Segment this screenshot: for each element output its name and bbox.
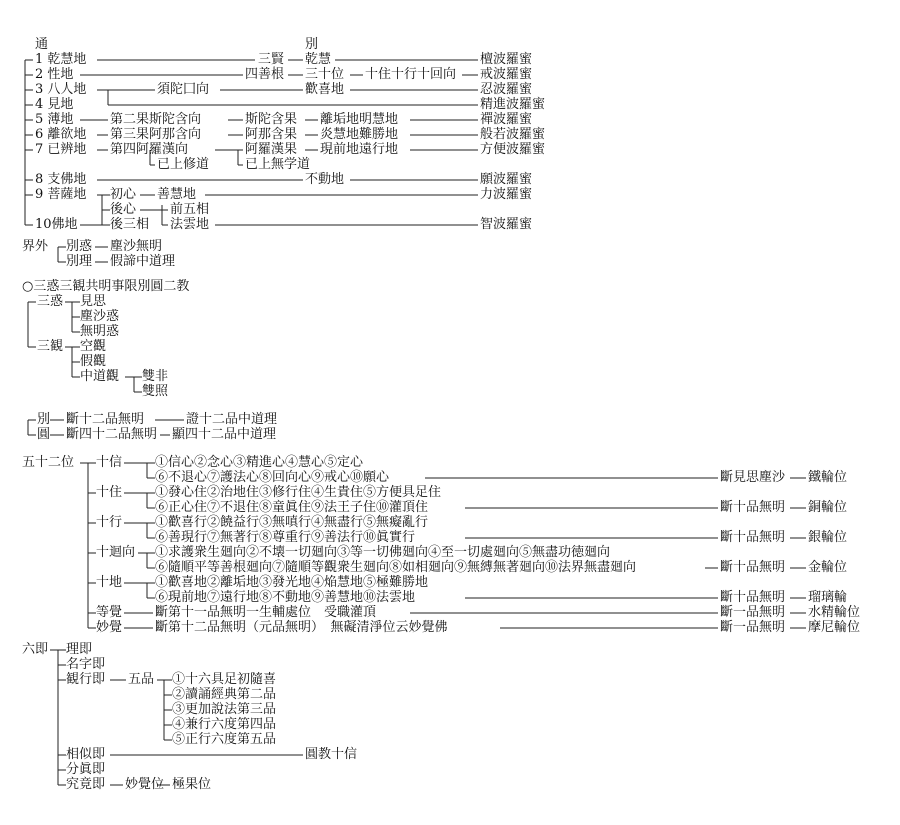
ten-grounds-chart-label: 初心 (110, 187, 137, 202)
fifty-two-stages-chart-label: ⑥不退心⑦護法心⑧回向心⑨戒心⑩願心 (155, 470, 390, 485)
six-identities-chart-label: 相似即 (66, 747, 106, 762)
three-delusions-chart-label: 中道觀 (80, 369, 120, 384)
ten-grounds-chart-label: 智波羅蜜 (480, 217, 533, 232)
outer-realm-chart-label: 別惑 (66, 239, 93, 254)
six-identities-chart-label: ④兼行六度第四品 (172, 717, 277, 732)
fifty-two-stages-chart-label: 銀輪位 (808, 530, 848, 545)
three-delusions-chart-label: 三惑 (37, 294, 64, 309)
fifty-two-stages-chart-label: ⑥正心住⑦不退住⑧童眞住⑨法王子住⑩灌頂住 (155, 500, 429, 515)
six-identities-chart-label: 名字即 (66, 657, 106, 672)
distinct-perfect-chart-label: 顯四十二品中道理 (172, 427, 277, 442)
fifty-two-stages-chart-label: 斷第十一品無明一生輔處位 受職灌頂 (155, 605, 377, 620)
ten-grounds-chart-label: 炎慧地難勝地 (320, 127, 399, 142)
fifty-two-stages-chart-label: 斷一品無明 (720, 620, 786, 635)
outer-realm-chart-label: 別理 (66, 254, 93, 269)
ten-grounds-chart-label: 8 支佛地 (35, 172, 87, 187)
six-identities-chart-label: ②讀誦經典第二品 (172, 687, 277, 702)
six-identities-chart-label: 分眞即 (66, 762, 106, 777)
fifty-two-stages-chart-label: 十地 (96, 575, 123, 590)
ten-grounds-chart-label: 9 菩薩地 (35, 187, 87, 202)
six-identities-chart-label: 六即 (22, 642, 49, 657)
fifty-two-stages-chart-label: 斷見思塵沙 (720, 470, 786, 485)
ten-grounds-chart-label: 方便波羅蜜 (480, 142, 546, 157)
six-identities-chart-label: 観行即 (66, 672, 106, 687)
fifty-two-stages-chart-label: 斷第十二品無明（元品無明） 無礙清淨位云妙覺佛 (155, 620, 448, 635)
fifty-two-stages-chart-label: ①歡喜行②饒益行③無嗔行④無盡行⑤無癡亂行 (155, 515, 429, 530)
fifty-two-stages-chart-label: 十住 (96, 485, 123, 500)
three-delusions-chart-label: 三観 (37, 339, 64, 354)
three-delusions-chart-label: 無明惑 (80, 324, 120, 339)
three-delusions-chart-label: 雙非 (142, 369, 169, 384)
ten-grounds-chart-label: 法雲地 (170, 217, 210, 232)
fifty-two-stages-chart-label: 斷十品無明 (720, 500, 786, 515)
ten-grounds-chart-label: 力波羅蜜 (480, 187, 533, 202)
ten-grounds-chart-label: 3 八人地 (35, 82, 87, 97)
ten-grounds-chart-label: 5 薄地 (35, 112, 74, 127)
fifty-two-stages-chart-label: 瑠璃輪 (808, 590, 848, 605)
ten-grounds-chart-label: 三賢 (258, 52, 285, 67)
ten-grounds-chart-label: 檀波羅蜜 (480, 52, 533, 67)
fifty-two-stages-chart-label: 斷十品無明 (720, 560, 786, 575)
ten-grounds-chart-label: 不動地 (305, 172, 345, 187)
three-delusions-chart-label: 假觀 (80, 354, 107, 369)
ten-grounds-chart-label: 6 離欲地 (35, 127, 87, 142)
ten-grounds-chart-label: 須陀囗向 (157, 82, 210, 97)
ten-grounds-chart-label: 四善根 (245, 67, 285, 82)
three-delusions-chart-label: 雙照 (142, 384, 169, 399)
six-identities-chart-label: 五品 (128, 672, 155, 687)
fifty-two-stages-chart-label: 摩尼輪位 (808, 620, 861, 635)
ten-grounds-chart-label: 阿羅漢果 (245, 142, 298, 157)
ten-grounds-chart-label: 戒波羅蜜 (480, 67, 533, 82)
three-delusions-chart-label: 塵沙惑 (80, 309, 120, 324)
outer-realm-chart-label: 界外 (22, 239, 49, 254)
ten-grounds-chart-label: 禪波羅蜜 (480, 112, 533, 127)
fifty-two-stages-chart-label: 鐵輪位 (808, 470, 848, 485)
ten-grounds-chart-label: 歡喜地 (305, 82, 345, 97)
ten-grounds-chart-label: 4 見地 (35, 97, 74, 112)
ten-grounds-chart-label: 十住十行十回向 (365, 67, 457, 82)
ten-grounds-chart-label: 10佛地 (35, 217, 78, 232)
three-delusions-chart-label: 見思 (80, 294, 107, 309)
six-identities-chart-label: ①十六具足初隨喜 (172, 672, 277, 687)
fifty-two-stages-chart-label: 十信 (96, 455, 123, 470)
ten-grounds-chart-label: 阿那含果 (245, 127, 298, 142)
distinct-perfect-chart-label: 斷十二品無明 (66, 412, 145, 427)
distinct-perfect-chart-label: 證十二品中道理 (186, 412, 278, 427)
ten-grounds-chart-label: 後心 (110, 202, 137, 217)
ten-grounds-chart-label: 忍波羅蜜 (480, 82, 533, 97)
ten-grounds-chart-label: 已上修道 (157, 157, 210, 172)
fifty-two-stages-chart-label: 金輪位 (808, 560, 848, 575)
distinct-perfect-chart-label: 別 (37, 412, 51, 427)
six-identities-chart-label: 究竟即 (66, 777, 106, 792)
ten-grounds-chart-label: 後三相 (110, 217, 150, 232)
ten-grounds-chart-label: 三十位 (305, 67, 345, 82)
ten-grounds-chart-label: 乾慧 (305, 52, 332, 67)
distinct-perfect-chart-label: 圓 (37, 427, 51, 442)
ten-grounds-chart-label: 2 性地 (35, 67, 74, 82)
ten-grounds-chart-label: 1 乾慧地 (35, 52, 87, 67)
fifty-two-stages-chart-label: ①信心②念心③精進心④慧心⑤定心 (155, 455, 364, 470)
three-delusions-chart-label: 空觀 (80, 339, 107, 354)
distinct-perfect-chart-label: 斷四十二品無明 (66, 427, 158, 442)
three-delusions-chart-label: ○三惑三観共明事限別圓二教 (22, 279, 190, 294)
ten-grounds-chart-label: 別 (305, 37, 319, 52)
six-identities-chart-label: 極果位 (172, 777, 212, 792)
ten-grounds-chart-label: 第二果斯陀含向 (110, 112, 202, 127)
fifty-two-stages-chart-label: 斷一品無明 (720, 605, 786, 620)
fifty-two-stages-chart-label: 斷十品無明 (720, 590, 786, 605)
outer-realm-chart-label: 塵沙無明 (110, 239, 163, 254)
fifty-two-stages-chart-label: 等覺 (96, 605, 123, 620)
fifty-two-stages-chart-label: 五十二位 (22, 455, 75, 470)
fifty-two-stages-chart-label: 銅輪位 (808, 500, 848, 515)
six-identities-chart-label: 圓教十信 (305, 747, 358, 762)
ten-grounds-chart-label: 通 (35, 37, 49, 52)
ten-grounds-chart-label: 斯陀含果 (245, 112, 298, 127)
ten-grounds-chart-label: 現前地遠行地 (320, 142, 399, 157)
fifty-two-stages-chart-label: ①歡喜地②離垢地③發光地④焔慧地⑤極難勝地 (155, 575, 429, 590)
six-identities-chart-label: ③更加說法第三品 (172, 702, 277, 717)
fifty-two-stages-chart-label: ⑥隨順平等善根廻向⑦隨順等觀衆生廻向⑧如相廻向⑨無縛無著廻向⑩法界無盡廻向 (155, 560, 637, 575)
six-identities-chart-label: 妙覺位 (125, 777, 165, 792)
ten-grounds-chart-label: 前五相 (170, 202, 210, 217)
ten-grounds-chart-label: 第三果阿那含向 (110, 127, 202, 142)
outer-realm-chart-label: 假諦中道理 (110, 254, 176, 269)
fifty-two-stages-chart-label: ①發心住②治地住③修行住④生貴住⑤方便具足住 (155, 485, 442, 500)
ten-grounds-chart-label: 離垢地明慧地 (320, 112, 399, 127)
fifty-two-stages-chart-label: ⑥現前地⑦遠行地⑧不動地⑨善慧地⑩法雲地 (155, 590, 416, 605)
six-identities-chart-label: ⑤正行六度第五品 (172, 732, 277, 747)
fifty-two-stages-chart-label: ①求護衆生廻向②不壊一切廻向③等一切佛廻向④至一切處廻向⑤無盡功徳廻向 (155, 545, 611, 560)
fifty-two-stages-chart-label: 斷十品無明 (720, 530, 786, 545)
fifty-two-stages-chart-label: 妙覺 (96, 620, 123, 635)
ten-grounds-chart-label: 善慧地 (157, 187, 197, 202)
fifty-two-stages-chart-label: 十迴向 (96, 545, 136, 560)
ten-grounds-chart-label: 7 已辨地 (35, 142, 87, 157)
ten-grounds-chart-label: 已上無学道 (245, 157, 311, 172)
six-identities-chart-label: 理即 (66, 642, 93, 657)
fifty-two-stages-chart-label: 水精輪位 (808, 605, 861, 620)
ten-grounds-chart-label: 願波羅蜜 (480, 172, 533, 187)
fifty-two-stages-chart-label: ⑥善現行⑦無著行⑧尊重行⑨善法行⑩眞實行 (155, 530, 416, 545)
ten-grounds-chart-label: 第四阿羅漢向 (110, 142, 189, 157)
ten-grounds-chart-label: 精進波羅蜜 (480, 97, 546, 112)
fifty-two-stages-chart-label: 十行 (96, 515, 123, 530)
ten-grounds-chart-label: 般若波羅蜜 (480, 127, 546, 142)
